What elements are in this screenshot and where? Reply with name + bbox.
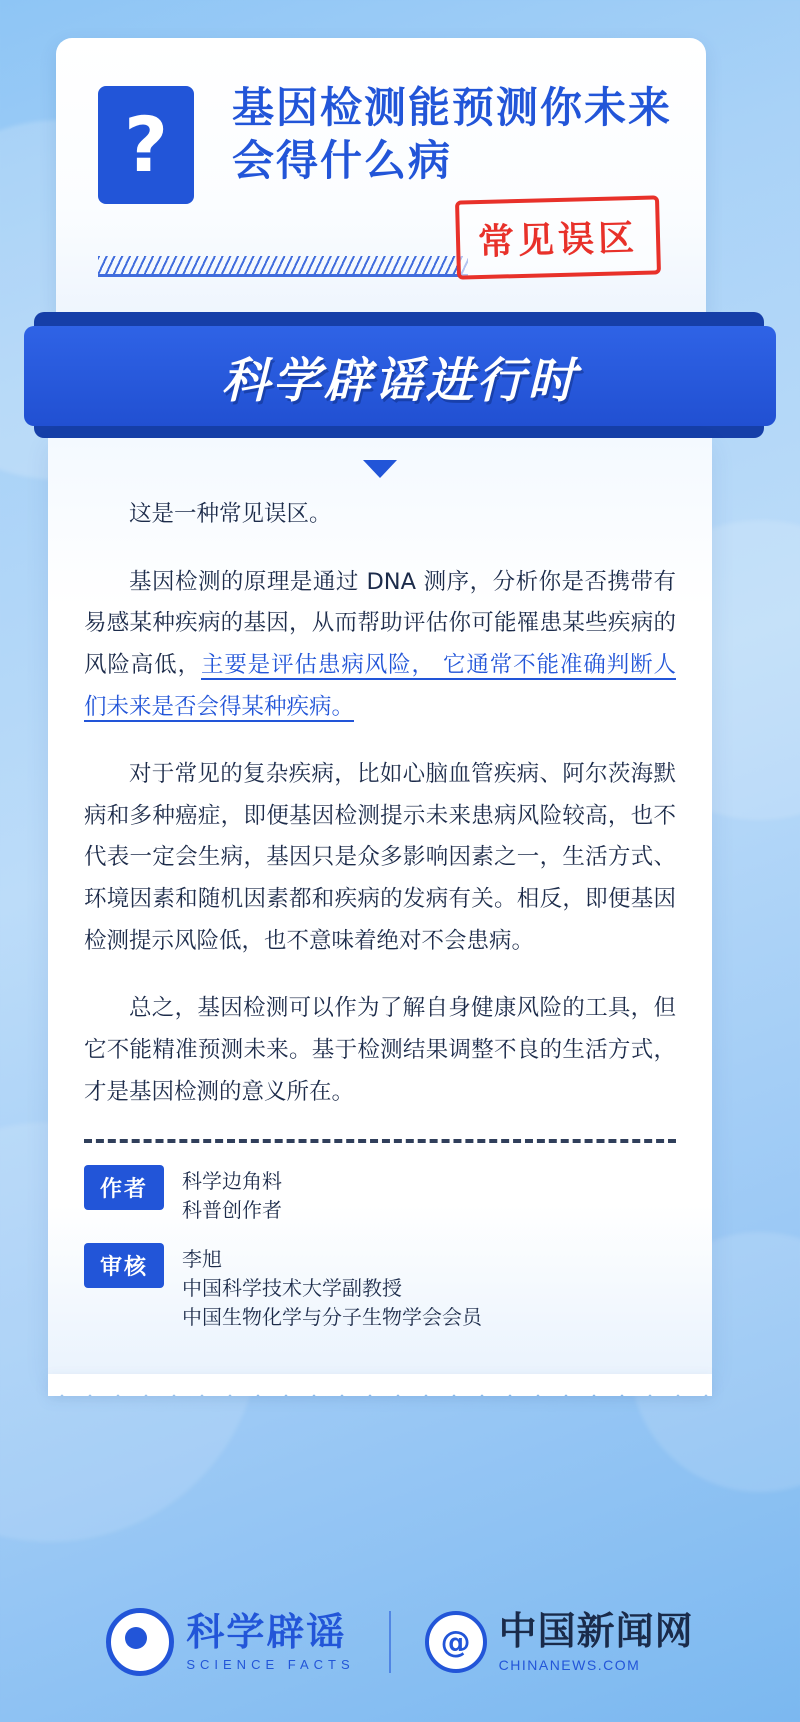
science-facts-logo[interactable] [106, 1608, 354, 1676]
credit-tag: 审核 [84, 1243, 164, 1288]
credit-tag: 作者 [84, 1165, 164, 1210]
credit-row [48, 1165, 712, 1225]
chevron-down-icon [363, 460, 397, 478]
banner-bar [24, 326, 776, 426]
divider [84, 1139, 676, 1143]
article-paragraph [84, 562, 676, 729]
credit-line: 科普创作者 [182, 1198, 283, 1223]
credit-line: 李旭 [182, 1247, 223, 1272]
credit-line: 科学边角料 [182, 1169, 283, 1194]
decorative-hatch-divider [98, 256, 468, 277]
article-card [48, 438, 712, 1374]
article-body [48, 488, 712, 1113]
paragraph-text: 这是一种常见误区。 [129, 501, 332, 527]
article-paragraph [84, 494, 676, 536]
science-facts-seal-icon [106, 1608, 174, 1676]
credit-line: 中国科学技术大学副教授 [182, 1276, 403, 1301]
credit-row [48, 1243, 712, 1332]
banner [24, 312, 776, 438]
card-bottom-zigzag-edge [48, 1374, 712, 1396]
chinanews-logo-title: 中国新闻网 [498, 1608, 694, 1653]
article-paragraph [84, 988, 676, 1113]
question-mark-glyph: ? [123, 100, 169, 189]
paragraph-text: 对于常见的复杂疾病，比如心脑血管疾病、阿尔茨海默病和多种癌症，即便基因检测提示未来患病风险较高，也不代表一定会生病，基因只是众多影响因素之一，生活方式、环境因素和随机因素都和疾病的发病有关。相反，即便基因检测提示风险低，也不意味着绝对不会患病。 [84, 761, 676, 954]
header-card [56, 38, 706, 318]
credit-lines [182, 1243, 482, 1332]
article-paragraph [84, 754, 676, 962]
chinanews-logo-subtitle: CHINANEWS.COM [498, 1656, 641, 1673]
footer-divider [389, 1611, 391, 1673]
page-title: 基因检测能预测你未来会得什么病 [232, 83, 673, 185]
highlighted-text: 主要是评估患病风险， 它通常不能准确判断人们未来是否会得某种疾病。 [84, 651, 676, 720]
credit-lines [182, 1165, 282, 1225]
science-facts-logo-subtitle: SCIENCE FACTS [186, 1656, 355, 1672]
status-badge: 常见误区 [455, 195, 661, 279]
credit-line: 中国生物化学与分子生物学会会员 [182, 1305, 483, 1330]
science-facts-logo-title: 科学辟谣 [186, 1609, 347, 1654]
paragraph-text: 总之，基因检测可以作为了解自身健康风险的工具，但它不能精准预测未来。基于检测结果调整不良的生活方式，才是基因检测的意义所在。 [84, 995, 676, 1105]
paragraph-text: 基因检测的原理是通过 DNA 测序，分析你是否携带有易感某种疾病的基因，从而帮助评估你可能罹患某些疾病的风险高低， [84, 568, 676, 678]
footer [0, 1608, 800, 1676]
chinanews-logo[interactable] [425, 1608, 694, 1673]
question-mark-icon [98, 86, 194, 204]
credits-section [48, 1165, 712, 1332]
chinanews-at-icon: @ [425, 1611, 487, 1673]
banner-title: 科学辟谣进行时 [221, 352, 579, 409]
